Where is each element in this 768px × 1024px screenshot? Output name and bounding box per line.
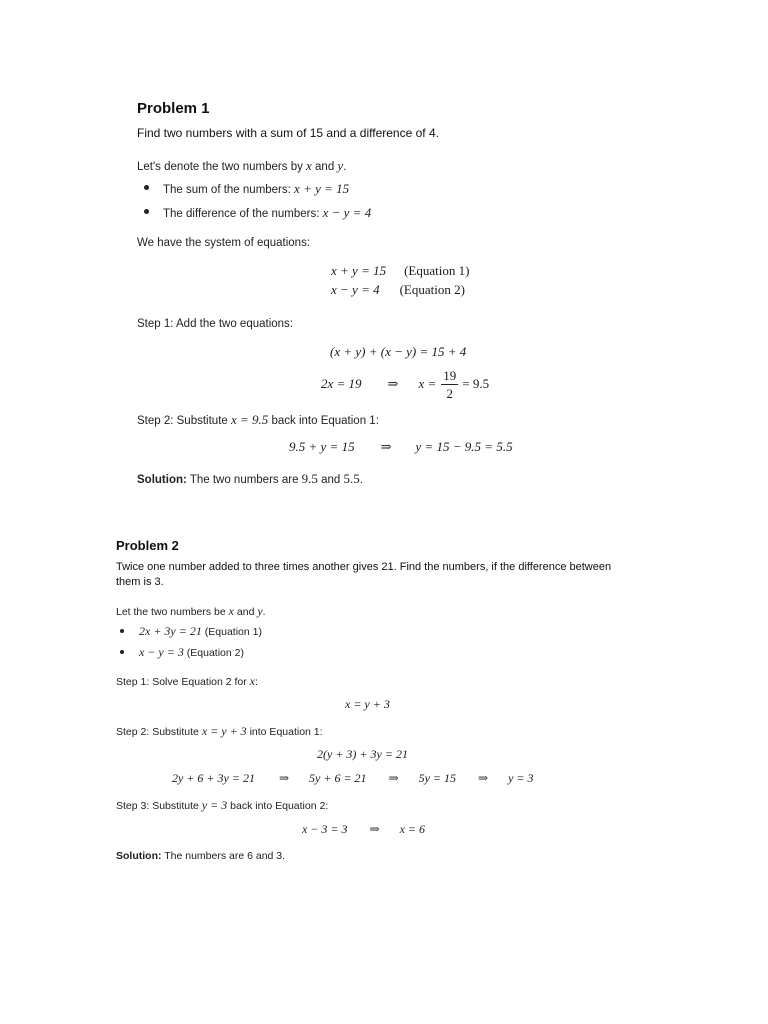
problem-1-equation-2: x − y = 4 (Equation 2) (331, 282, 465, 297)
problem-1-step-1: Step 1: Add the two equations: (137, 318, 294, 330)
problem-2-intro: Let the two numbers be x and y. (116, 604, 266, 618)
problem-1-step-2: Step 2: Substitute x = 9.5 back into Equation 1: (137, 412, 379, 427)
problem-1-prompt: Find two numbers with a sum of 15 and a difference of 4. (137, 126, 439, 140)
problem-2-step-3-equation: x − 3 = 3 ⇒ x = 6 (302, 822, 426, 836)
bullet-dot (144, 209, 149, 214)
problem-1-step-1-equation: (x + y) + (x − y) = 15 + 4 (330, 344, 467, 359)
problem-2-step-2-chain: 2y + 6 + 3y = 21 ⇒ 5y + 6 = 21 ⇒ 5y = 15 ⇒ y = 3 (172, 771, 534, 785)
problem-1-bullet-sum: The sum of the numbers: x + y = 15 (163, 181, 350, 196)
bullet-dot (144, 185, 149, 190)
problem-1-intro: Let's denote the two numbers by x and y. (137, 158, 347, 173)
problem-2-step-3: Step 3: Substitute y = 3 back into Equation 2: (116, 798, 329, 812)
problem-1-bullet-difference: The difference of the numbers: x − y = 4 (163, 205, 372, 220)
problem-1-equation-1: x + y = 15 (Equation 1) (331, 263, 470, 278)
problem-2-prompt: Twice one number added to three times another gives 21. Find the numbers, if the difference between them is 3. (116, 561, 612, 588)
problem-1-system-label: We have the system of equations: (137, 237, 311, 249)
problem-1-solution: Solution: The two numbers are 9.5 and 5.5. (137, 471, 363, 486)
problem-2-step-1: Step 1: Solve Equation 2 for x: (116, 674, 258, 688)
problem-2-step-1-equation: x = y + 3 (345, 697, 390, 711)
fraction: $\frac{19}{2}$ (443, 367, 457, 401)
problem-1-step-2-equation: 9.5 + y = 15 ⇒ y = 15 − 9.5 = 5.5 (289, 439, 513, 454)
problem-2-bullet-equation-2: x − y = 3 (Equation 2) (139, 645, 244, 659)
problem-2-step-2-equation: 2(y + 3) + 3y = 21 (317, 747, 408, 761)
problem-2-solution: Solution: The numbers are 6 and 3. (116, 850, 286, 862)
bullet-dot (120, 629, 124, 633)
problem-2-bullet-equation-1: 2x + 3y = 21 (Equation 1) (139, 624, 262, 638)
problem-2-title: Problem 2 (116, 538, 179, 553)
bullet-dot (120, 650, 124, 654)
problem-2-step-2: Step 2: Substitute x = y + 3 into Equation 1: (116, 724, 323, 738)
problem-1-step-1-result: 2x = 19 ⇒ x = $\frac{19}{2}$ = 9.5 (321, 367, 490, 401)
problem-1-title: Problem 1 (137, 100, 210, 117)
